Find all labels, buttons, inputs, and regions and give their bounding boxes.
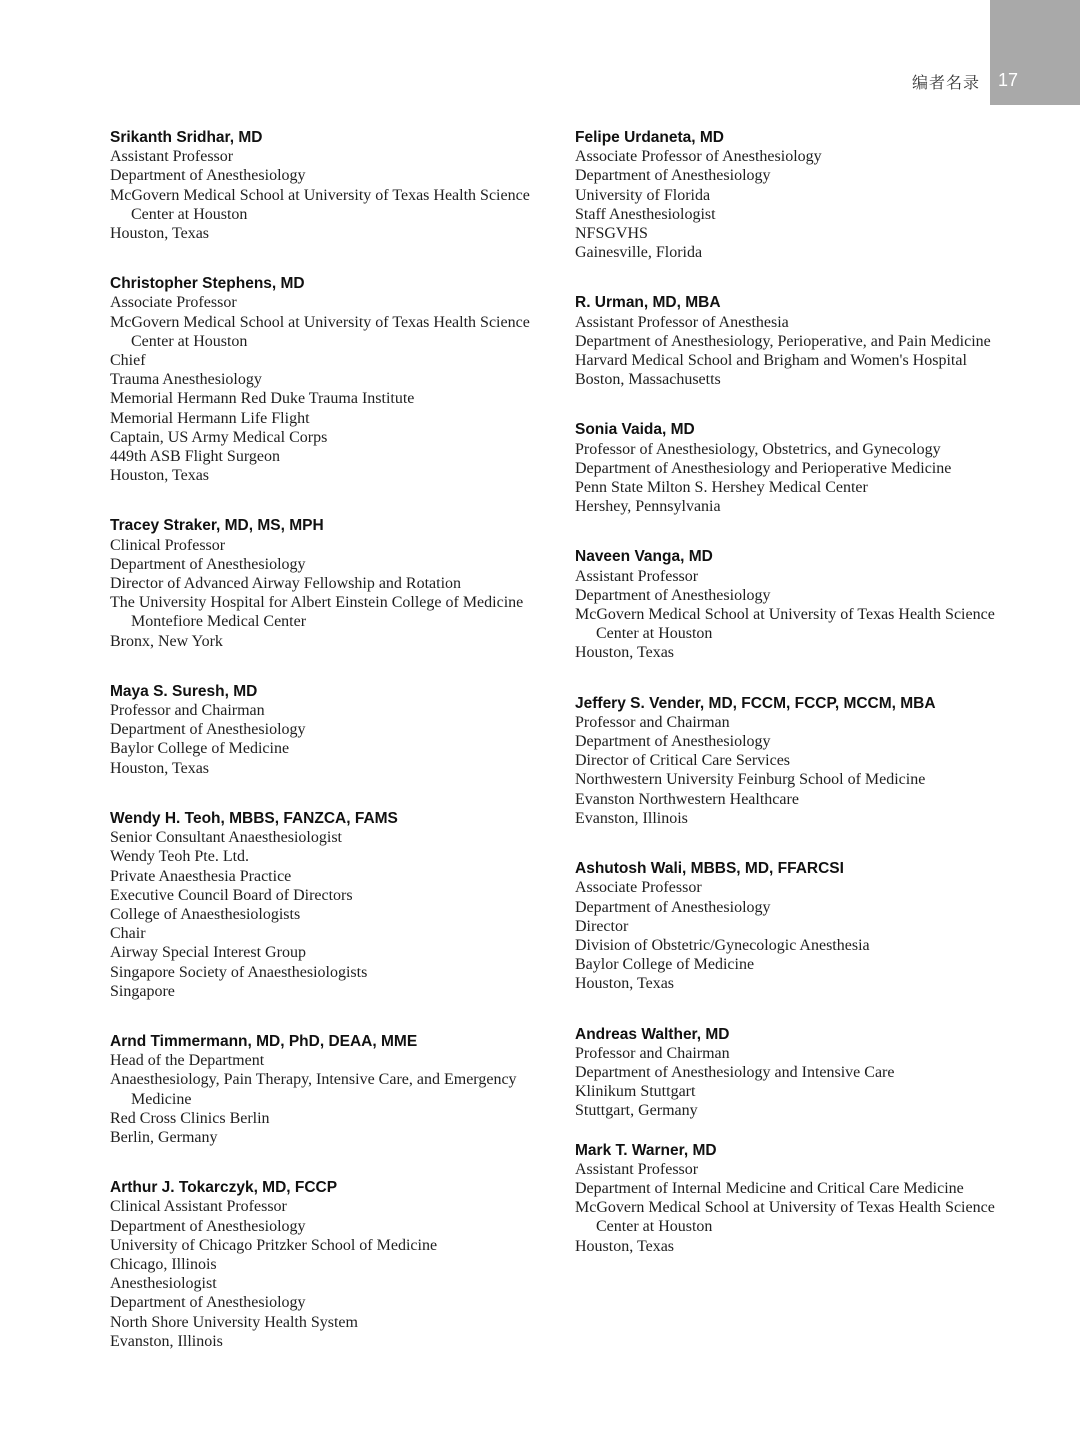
affiliation-line: Memorial Hermann Life Flight: [110, 409, 310, 427]
affiliation-line: Singapore: [110, 982, 175, 1000]
affiliation-line: Evanston, Illinois: [110, 1332, 223, 1350]
affiliation-line: Staff Anesthesiologist: [575, 205, 716, 223]
affiliation-line: Houston, Texas: [110, 759, 210, 777]
contributor-name: R. Urman, MD, MBA: [575, 294, 721, 312]
affiliation-line: Red Cross Clinics Berlin: [110, 1109, 270, 1127]
affiliation-line: Gainesville, Florida: [575, 244, 703, 262]
contributor-name: Jeffery S. Vender, MD, FCCM, FCCP, MCCM, MBA: [575, 694, 936, 712]
affiliation-line: Professor and Chairman: [110, 702, 265, 720]
affiliation-line: Professor and Chairman: [575, 1044, 730, 1062]
left-column: [110, 128, 560, 1351]
affiliation-line: Department of Anesthesiology and Intensive Care: [575, 1063, 895, 1081]
contributor-name: Andreas Walther, MD: [575, 1025, 730, 1043]
contributor-entry: [110, 1178, 560, 1351]
contributor-entry: [575, 293, 1010, 389]
affiliation-line: Assistant Professor: [575, 1160, 699, 1178]
affiliation-line: North Shore University Health System: [110, 1313, 358, 1331]
affiliation-line: Evanston, Illinois: [575, 809, 688, 827]
affiliation-line: Senior Consultant Anaesthesiologist: [110, 829, 342, 847]
affiliation-line: Department of Anesthesiology: [110, 555, 306, 573]
affiliation-line: Associate Professor: [575, 879, 702, 897]
contributor-entry: [110, 809, 560, 1001]
affiliation-line: Chicago, Illinois: [110, 1255, 217, 1273]
affiliation-line: College of Anaesthesiologists: [110, 905, 301, 923]
affiliation-line: Department of Anesthesiology: [110, 1294, 306, 1312]
affiliation-line: Department of Anesthesiology: [575, 167, 771, 185]
affiliation-line: Chief: [110, 352, 146, 370]
contributor-entry: [575, 694, 1010, 828]
affiliation-line: Northwestern University Feinburg School of Medicine: [575, 771, 926, 789]
affiliation-line: Department of Anesthesiology, Perioperative, and Pain Medicine: [575, 332, 991, 350]
affiliation-line: Berlin, Germany: [110, 1128, 218, 1146]
affiliation-line: Clinical Professor: [110, 536, 226, 554]
contributor-entry: [110, 516, 560, 650]
affiliation-line: Department of Anesthesiology: [110, 167, 306, 185]
affiliation-line: Director: [575, 917, 629, 935]
contributor-name: Tracey Straker, MD, MS, MPH: [110, 517, 324, 535]
affiliation-line: Anaesthesiology, Pain Therapy, Intensive Care, and Emergency Medicine: [110, 1071, 517, 1108]
affiliation-line: Anesthesiologist: [110, 1275, 217, 1293]
affiliation-line: Division of Obstetric/Gynecologic Anesthesia: [575, 936, 870, 954]
contributor-entry: [110, 682, 560, 778]
affiliation-line: Director of Critical Care Services: [575, 752, 791, 770]
contributor-name: Wendy H. Teoh, MBBS, FANZCA, FAMS: [110, 809, 398, 827]
right-column: [575, 128, 1010, 1256]
affiliation-line: McGovern Medical School at University of Texas Health Science Center at Houston: [110, 186, 530, 223]
contributor-entry: [575, 420, 1010, 516]
affiliation-line: University of Florida: [575, 186, 711, 204]
contributor-entry: [110, 128, 560, 243]
running-header-title: 编者名录: [911, 73, 980, 92]
affiliation-line: Baylor College of Medicine: [575, 956, 755, 974]
affiliation-line: Head of the Department: [110, 1052, 265, 1070]
contributor-entry: [110, 1032, 560, 1147]
affiliation-line: Department of Anesthesiology: [110, 1217, 306, 1235]
affiliation-line: Houston, Texas: [575, 1237, 675, 1255]
affiliation-line: McGovern Medical School at University of Texas Health Science Center at Houston: [110, 313, 530, 350]
contributor-entry: [575, 859, 1010, 993]
contributor-name: Arthur J. Tokarczyk, MD, FCCP: [110, 1179, 338, 1197]
affiliation-line: Assistant Professor: [110, 148, 234, 166]
affiliation-line: Evanston Northwestern Healthcare: [575, 790, 799, 808]
affiliation-line: Department of Anesthesiology and Perioperative Medicine: [575, 459, 952, 477]
affiliation-line: Private Anaesthesia Practice: [110, 867, 292, 885]
contributor-name: Felipe Urdaneta, MD: [575, 129, 724, 146]
affiliation-line: Harvard Medical School and Brigham and Women's Hospital: [575, 352, 967, 370]
affiliation-line: Wendy Teoh Pte. Ltd.: [110, 848, 250, 866]
contributor-name: Mark T. Warner, MD: [575, 1141, 717, 1159]
affiliation-line: Houston, Texas: [575, 975, 675, 993]
affiliation-line: Department of Internal Medicine and Critical Care Medicine: [575, 1179, 964, 1197]
affiliation-line: Department of Anesthesiology: [575, 733, 771, 751]
affiliation-line: Boston, Massachusetts: [575, 371, 721, 389]
affiliation-line: NFSGVHS: [575, 225, 648, 243]
contributor-name: Naveen Vanga, MD: [575, 548, 713, 566]
contributor-entry: [110, 274, 560, 485]
affiliation-line: Houston, Texas: [110, 225, 210, 243]
affiliation-line: McGovern Medical School at University of Texas Health Science Center at Houston: [575, 606, 995, 643]
affiliation-line: Houston, Texas: [110, 467, 210, 485]
contributor-entry: [575, 1141, 1010, 1256]
contributor-name: Srikanth Sridhar, MD: [110, 129, 263, 146]
affiliation-line: Associate Professor of Anesthesiology: [575, 148, 822, 166]
contributor-name: Maya S. Suresh, MD: [110, 682, 258, 700]
affiliation-line: Executive Council Board of Directors: [110, 886, 353, 904]
affiliation-line: Director of Advanced Airway Fellowship and Rotation: [110, 575, 462, 593]
affiliation-line: Trauma Anesthesiology: [110, 371, 262, 389]
contributor-entry: [575, 1025, 1010, 1121]
contributor-name: Sonia Vaida, MD: [575, 421, 695, 439]
affiliation-line: Assistant Professor of Anesthesia: [575, 313, 789, 331]
affiliation-line: Houston, Texas: [575, 644, 675, 662]
contributor-name: Ashutosh Wali, MBBS, MD, FFARCSI: [575, 860, 844, 878]
affiliation-line: Chair: [110, 925, 146, 943]
affiliation-line: Klinikum Stuttgart: [575, 1083, 696, 1101]
affiliation-line: University of Chicago Pritzker School of Medicine: [110, 1236, 438, 1254]
affiliation-line: McGovern Medical School at University of Texas Health Science Center at Houston: [575, 1199, 995, 1236]
affiliation-line: Clinical Assistant Professor: [110, 1198, 287, 1216]
affiliation-line: Memorial Hermann Red Duke Trauma Institute: [110, 390, 415, 408]
contributor-name: Arnd Timmermann, MD, PhD, DEAA, MME: [110, 1032, 418, 1050]
affiliation-line: Bronx, New York: [110, 632, 223, 650]
affiliation-line: Singapore Society of Anaesthesiologists: [110, 963, 368, 981]
affiliation-line: 449th ASB Flight Surgeon: [110, 448, 280, 466]
affiliation-line: Professor of Anesthesiology, Obstetrics, and Gynecology: [575, 440, 941, 458]
affiliation-line: Stuttgart, Germany: [575, 1102, 698, 1120]
affiliation-line: Professor and Chairman: [575, 713, 730, 731]
affiliation-line: Assistant Professor: [575, 567, 699, 585]
page-number: 17: [997, 70, 1018, 90]
affiliation-line: Hershey, Pennsylvania: [575, 498, 721, 516]
affiliation-line: Captain, US Army Medical Corps: [110, 428, 328, 446]
affiliation-line: Baylor College of Medicine: [110, 740, 290, 758]
affiliation-line: Department of Anesthesiology: [110, 721, 306, 739]
affiliation-line: Penn State Milton S. Hershey Medical Center: [575, 479, 868, 497]
contributor-entry: [575, 547, 1010, 662]
affiliation-line: Department of Anesthesiology: [575, 898, 771, 916]
contributor-entry: [575, 128, 1010, 262]
affiliation-line: Airway Special Interest Group: [110, 944, 306, 962]
contributor-name: Christopher Stephens, MD: [110, 275, 305, 293]
affiliation-line: Associate Professor: [110, 294, 237, 312]
affiliation-line: The University Hospital for Albert Einstein College of Medicine Montefiore Medical Center: [110, 594, 524, 631]
affiliation-line: Department of Anesthesiology: [575, 586, 771, 604]
